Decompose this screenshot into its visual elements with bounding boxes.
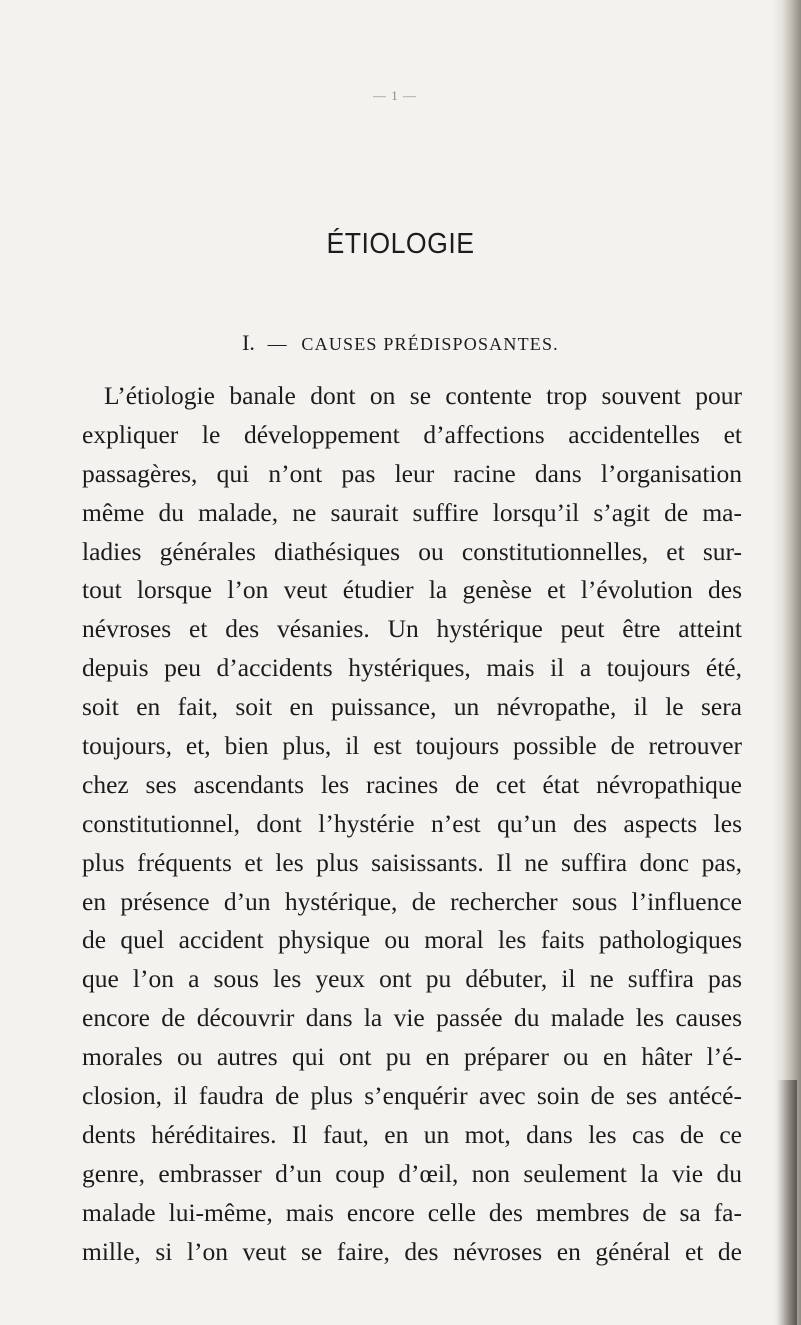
text-line: tout lorsque l’on veut étudier la genèse et l’évolution des [82, 575, 742, 605]
text-line: closion, il faudra de plus s’enquérir avec soin de ses antécé- [82, 1081, 742, 1111]
text-line: toujours, et, bien plus, il est toujours possible de retrouver [82, 731, 742, 761]
text-line: morales ou autres qui ont pu en préparer ou en hâter l’é- [82, 1042, 742, 1072]
section-number: I. [242, 330, 255, 355]
section-dash: — [267, 334, 287, 355]
text-line: que l’on a sous les yeux ont pu débuter, il ne suffira pas [82, 964, 742, 994]
text-line: dents héréditaires. Il faut, en un mot, dans les cas de ce [82, 1119, 742, 1149]
text-line: mille, si l’on veut se faire, des névroses en général et de [82, 1236, 742, 1266]
text-line: encore de découvrir dans la vie passée du malade les causes [82, 1003, 742, 1033]
text-line: plus fréquents et les plus saisissants. Il ne suffira donc pas, [82, 847, 742, 877]
text-line: passagères, qui n’ont pas leur racine dans l’organisation [82, 458, 742, 488]
text-line: chez ses ascendants les racines de cet état névropathique [82, 769, 742, 799]
text-line: malade lui-même, mais encore celle des membres de sa fa- [82, 1197, 742, 1227]
text-line: névroses et des vésanies. Un hystérique peut être atteint [82, 614, 742, 644]
section-heading [0, 330, 801, 356]
text-line: constitutionnel, dont l’hystérie n’est qu’un des aspects les [82, 808, 742, 838]
body-paragraph [82, 377, 742, 1271]
text-line: même du malade, ne saurait suffire lorsqu’il s’agit de ma- [82, 497, 742, 527]
page-folio: — 1 — [373, 88, 417, 103]
text-line: genre, embrasser d’un coup d’œil, non seulement la vie du [82, 1158, 742, 1188]
text-line: ladies générales diathésiques ou constitutionnelles, et sur- [82, 536, 742, 566]
page-edge-shadow [771, 0, 801, 1325]
text-line: depuis peu d’accidents hystériques, mais il a toujours été, [82, 653, 742, 683]
chapter-title: ÉTIOLOGIE [326, 228, 475, 260]
section-label: CAUSES PRÉDISPOSANTES. [301, 334, 559, 354]
text-line: expliquer le développement d’affections accidentelles et [82, 419, 742, 449]
text-line: en présence d’un hystérique, de rechercher sous l’influence [82, 886, 742, 916]
text-line: soit en fait, soit en puissance, un névropathe, il le sera [82, 692, 742, 722]
text-line: de quel accident physique ou moral les faits pathologiques [82, 925, 742, 955]
text-line: L’étiologie banale dont on se contente trop souvent pour [104, 381, 742, 410]
